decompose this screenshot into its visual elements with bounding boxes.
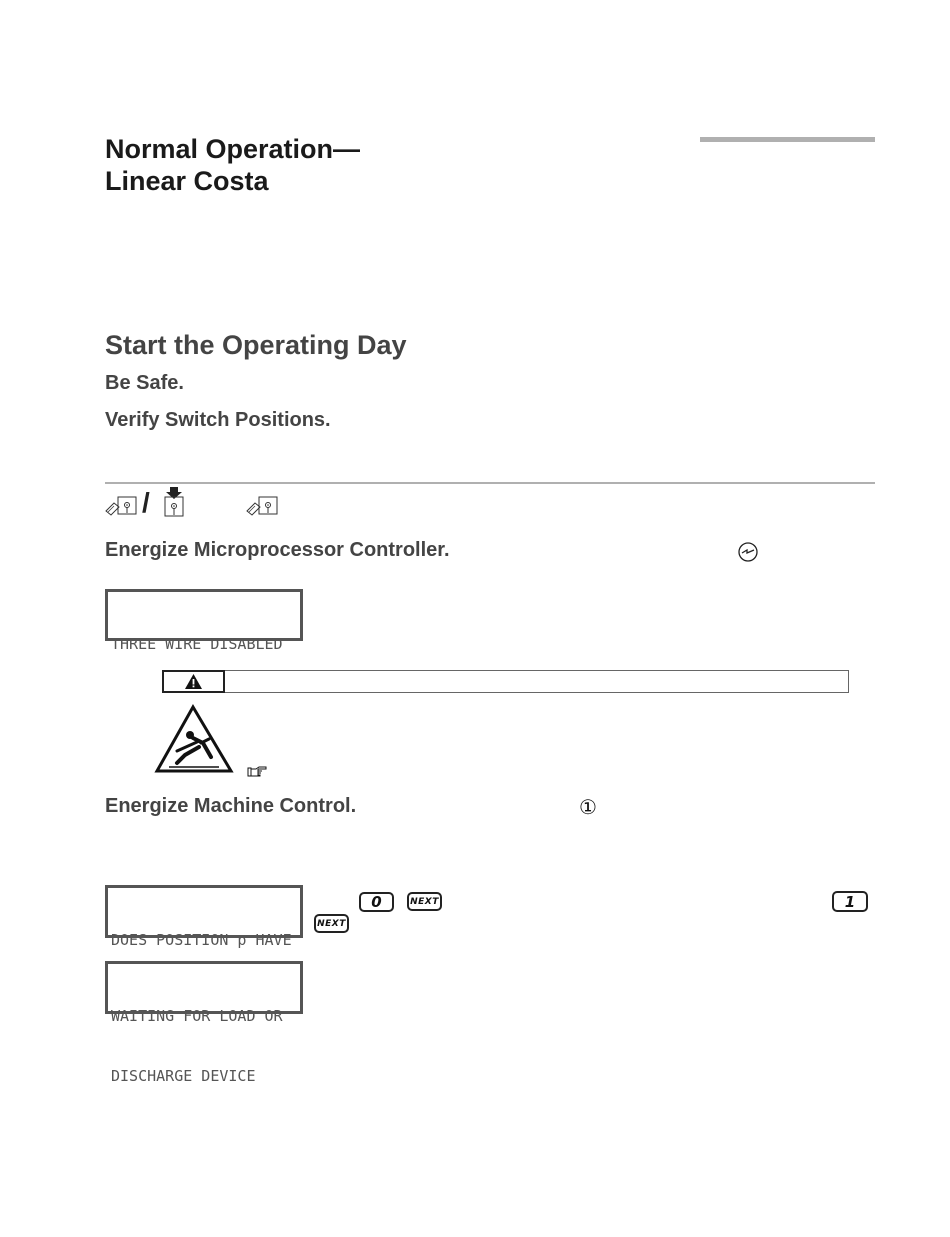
warning-triangle-icon	[164, 672, 223, 691]
key-switch-icon-2	[246, 494, 280, 516]
page-title-line2: Linear Costa	[105, 166, 269, 196]
lcd-line-1: WAITING FOR LOAD OR	[111, 1007, 283, 1025]
lcd-three-wire	[105, 589, 303, 653]
verify-switch-heading: Verify Switch Positions.	[105, 409, 331, 431]
header-rule	[700, 137, 875, 142]
lcd-line-2: DISCHARGE DEVICE	[111, 1067, 256, 1085]
section-divider	[105, 482, 875, 484]
page-title-line1: Normal Operation—	[105, 134, 361, 164]
warning-bar	[162, 670, 849, 693]
page-title	[105, 133, 360, 197]
key-switch-icon	[105, 494, 139, 516]
power-symbol-icon	[737, 541, 759, 563]
energize-machine-heading: Energize Machine Control.	[105, 795, 357, 817]
switch-slash: /	[142, 487, 150, 518]
key-next-button[interactable]: NEXT	[407, 892, 442, 911]
lcd-waiting	[105, 961, 303, 1085]
lcd-line-1: DOES POSITION p HAVE	[111, 931, 292, 949]
slip-hazard-icon	[155, 705, 235, 773]
key-next-button-2[interactable]: NEXT	[314, 914, 349, 933]
pointing-hand-icon	[247, 765, 267, 779]
warning-tag	[162, 670, 225, 693]
section-heading: Start the Operating Day	[105, 330, 407, 360]
energize-micro-heading: Energize Microprocessor Controller.	[105, 539, 450, 561]
circled-one-icon: ①	[579, 795, 597, 819]
key-one-button[interactable]: 1	[832, 891, 868, 912]
lcd-line-1: THREE WIRE DISABLED	[111, 635, 283, 653]
key-switch-down-icon	[162, 487, 188, 517]
key-zero-button[interactable]: 0	[359, 892, 394, 912]
be-safe-heading: Be Safe.	[105, 372, 184, 394]
lcd-position	[105, 885, 303, 949]
